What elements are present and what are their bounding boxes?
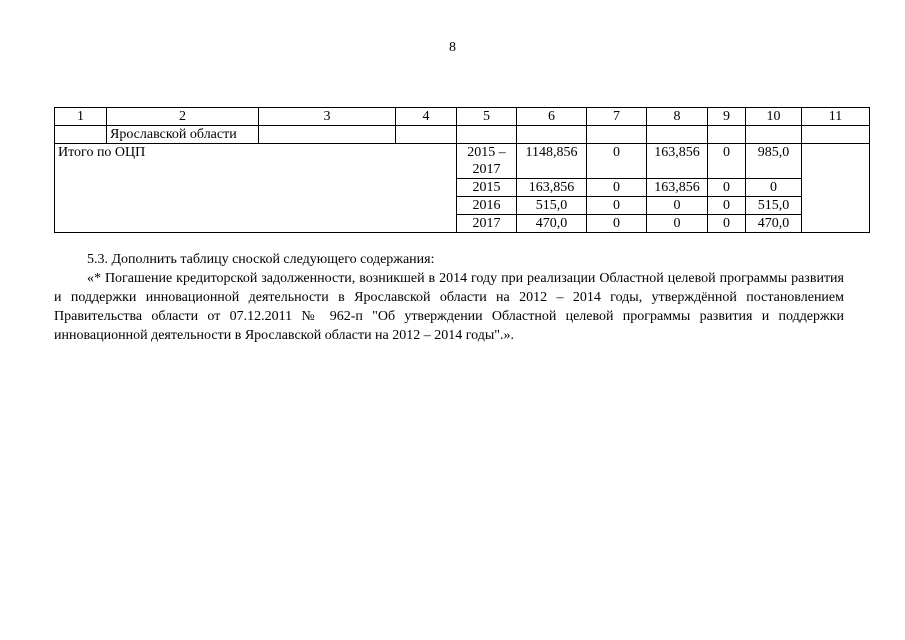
header-cell: 10 <box>746 108 802 126</box>
footnote-paragraph: «* Погашение кредиторской задолженности, возникшей в 2014 году при реализации Областной целевой программы развития и поддержки инновационной деятельности в Ярославской области на 2012 – 2014 годы, утверждённой постановлением Правительства области от 07.12.2011 № 962-п "Об утверждении Областной целевой программы развития и поддержки инновационной деятельности в Ярославской области на 2012 – 2014 годы".». <box>54 271 844 343</box>
table-cell: 0 <box>647 215 708 233</box>
header-cell: 8 <box>647 108 708 126</box>
table-cell <box>457 126 517 144</box>
body-text <box>54 250 844 345</box>
table-cell <box>259 126 396 144</box>
table-cell: 163,856 <box>517 179 587 197</box>
table-cell: 0 <box>647 197 708 215</box>
period-cell: 2016 <box>457 197 517 215</box>
table-cell: 0 <box>587 197 647 215</box>
table-header-row <box>55 108 870 126</box>
table-cell <box>802 126 870 144</box>
table-cell: 0 <box>708 144 746 179</box>
table-cell: 985,0 <box>746 144 802 179</box>
table-cell: 0 <box>587 144 647 179</box>
table-cell: 1148,856 <box>517 144 587 179</box>
table-cell: 0 <box>587 179 647 197</box>
table-cell: 163,856 <box>647 179 708 197</box>
table-cell <box>802 144 870 233</box>
table-cell <box>517 126 587 144</box>
header-cell: 4 <box>396 108 457 126</box>
period-cell: 2017 <box>457 215 517 233</box>
budget-table <box>54 107 870 233</box>
header-cell: 11 <box>802 108 870 126</box>
table-cell <box>708 126 746 144</box>
table-cell: 0 <box>708 215 746 233</box>
table-cell: Ярославской области <box>107 126 259 144</box>
table-cell: 163,856 <box>647 144 708 179</box>
table-cell: 515,0 <box>517 197 587 215</box>
table-cell <box>746 126 802 144</box>
header-cell: 2 <box>107 108 259 126</box>
header-cell: 7 <box>587 108 647 126</box>
table-row <box>55 126 870 144</box>
header-cell: 3 <box>259 108 396 126</box>
total-label-cell: Итого по ОЦП <box>55 144 457 233</box>
table-cell <box>647 126 708 144</box>
table-cell: 470,0 <box>746 215 802 233</box>
table-cell: 515,0 <box>746 197 802 215</box>
table-cell: 0 <box>746 179 802 197</box>
table-cell <box>587 126 647 144</box>
table-row <box>55 144 870 179</box>
period-cell: 2015 <box>457 179 517 197</box>
table-cell: 470,0 <box>517 215 587 233</box>
table-cell: 0 <box>708 179 746 197</box>
table-cell: 0 <box>587 215 647 233</box>
table-cell <box>55 126 107 144</box>
header-cell: 1 <box>55 108 107 126</box>
item-paragraph: 5.3. Дополнить таблицу сноской следующего содержания: <box>87 252 435 267</box>
header-cell: 5 <box>457 108 517 126</box>
table-cell: 0 <box>708 197 746 215</box>
header-cell: 6 <box>517 108 587 126</box>
page-number: 8 <box>449 40 456 55</box>
table-cell <box>396 126 457 144</box>
header-cell: 9 <box>708 108 746 126</box>
period-cell: 2015 – 2017 <box>457 144 517 179</box>
